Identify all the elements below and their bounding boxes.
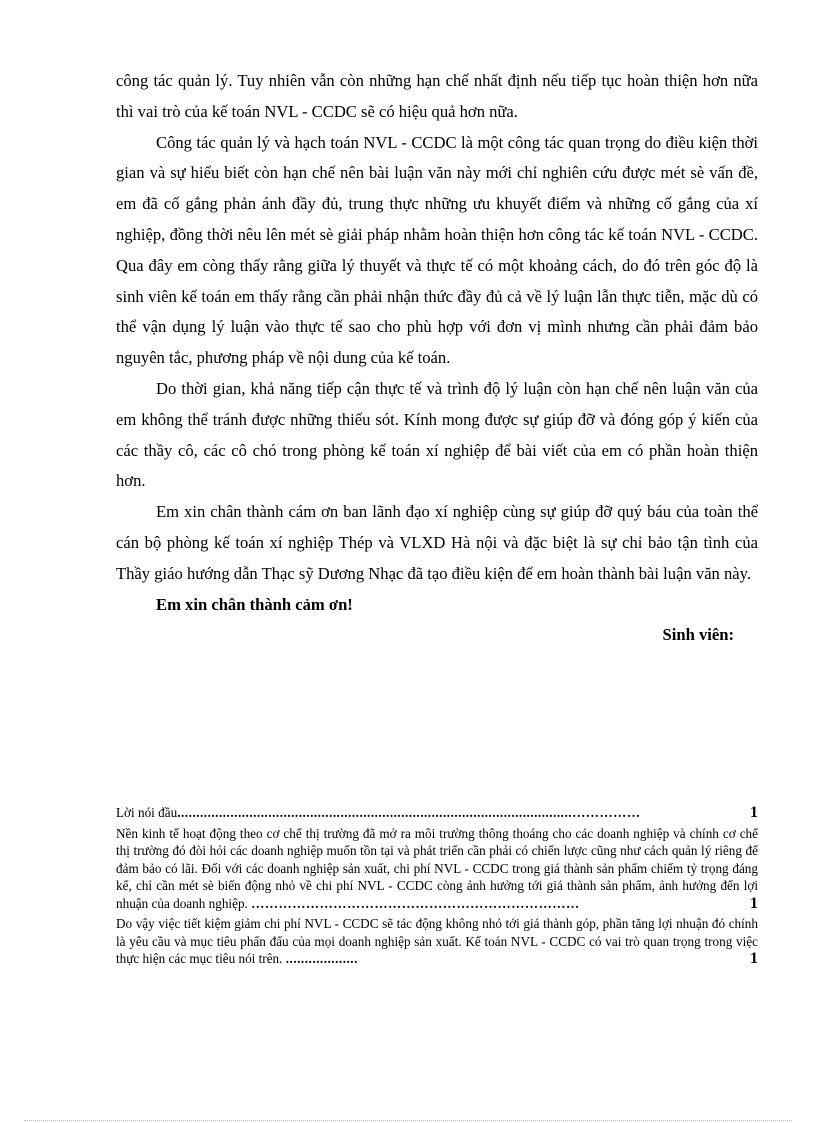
toc-entry-leader: ……………………………………………………………… — [251, 895, 580, 911]
paragraph-limitations: Do thời gian, khả năng tiếp cận thực tế và trình độ lý luận còn hạn chế nên luận văn của em không thể tránh được những thiếu sót. Kính mong được sự giúp đỡ và đóng góp ý kiến của các thầy cô, các cô chó trong phòng kế toán xí nghiệp để bài viết của em có phần hoàn thiện hơn. — [116, 378, 758, 491]
toc-entry-leader: ................... — [285, 951, 358, 966]
toc-entry-text: Do vậy việc tiết kiệm giảm chi phí NVL - CCDC sẽ tác động không nhỏ tới giá thành góp, phần tăng lợi nhuận đó chính là yêu cầu và mục tiêu phấn đấu của mọi doanh nghiệp sản xuất. Kế toán NVL - CCDC có vai trò quan trọng trong việc thực hiện các mục tiêu nói trên. — [116, 916, 758, 966]
closing-line: Em xin chân thành cảm ơn! — [156, 594, 353, 614]
paragraph-thanks: Em xin chân thành cám ơn ban lãnh đạo xí nghiệp cùng sự giúp đỡ quý báu của toàn thể cán bộ phòng kế toán xí nghiệp Thép và VLXD Hà nội và đặc biệt là sự chỉ bảo tận tình của Thầy giáo hướng dẫn Thạc sỹ Dương Nhạc đã tạo điều kiện để em hoàn thành bài luận văn này. — [116, 502, 758, 583]
signature-label: Sinh viên: — [662, 625, 734, 645]
toc-entry-text: Lời nói đầu — [116, 805, 178, 820]
paragraph-management: Công tác quản lý và hạch toán NVL - CCDC là một công tác quan trọng do điều kiện thời gian và sự hiểu biết còn hạn chế nên bài luận văn này mới chỉ nghiên cứu được mét sè vấn đề, em đã cố gắng phản ánh đầy đủ, trung thực những ưu khuyết điểm và những cố gắng của xí nghiệp, đồng thời nêu lên mét sè giải pháp nhằm hoàn thiện hơn công tác kế toán NVL - CCDC. Qua đây em còng thấy rằng giữa lý thuyết và thực tế có một khoảng cách, do đó trên góc độ là sinh viên kế toán em thấy rằng cần phải nhận thức đầy đủ cả về lý luận lẫn thực tiễn, mặc dù có thể vận dụng lý luận vào thực tế sao cho phù hợp với đơn vị mình nhưng cần phải đảm bảo nguyên tắc, phương pháp về nội dung của kế toán. — [116, 132, 758, 368]
toc-entry-text: Nền kinh tế hoạt động theo cơ chế thị trường đã mở ra môi trường thông thoáng cho các doanh nghiệp và chính cơ chế thị trường đó đòi hỏi các doanh nghiệp muốn tồn tại và phát triển cần phải có chiến lược cũng như cách quản lý riêng để đảm bảo có lãi. Đối với các doanh nghiệp sản xuất, chi phí NVL - CCDC trong giá thành sản phẩm chiếm tỷ trọng đáng kể, chỉ cần mét sè biến động nhỏ về chi phí NVL - CCDC còng ảnh hưởng tới giá thành sản phẩm, ảnh hưởng đến lợi nhuận của doanh nghiệp. — [116, 825, 758, 911]
page-bottom-rule — [24, 1120, 792, 1121]
toc-entry-page: 1 — [750, 894, 758, 912]
toc-entry[interactable] — [116, 825, 758, 913]
toc-entry-page: 1 — [750, 950, 758, 967]
body-text — [116, 66, 758, 651]
toc-entry-leader: ........................................................................................................…………… — [177, 805, 641, 820]
toc-entry[interactable] — [116, 804, 758, 822]
paragraph-continuation: công tác quản lý. Tuy nhiên vẫn còn những hạn chế nhất định nếu tiếp tục hoàn thiện hơn nữa thì vai trò của kế toán NVL - CCDC sẽ có hiệu quả hơn nữa. — [116, 71, 758, 121]
table-of-contents — [116, 804, 758, 971]
toc-entry[interactable] — [116, 915, 758, 968]
toc-entry-page: 1 — [750, 804, 758, 821]
